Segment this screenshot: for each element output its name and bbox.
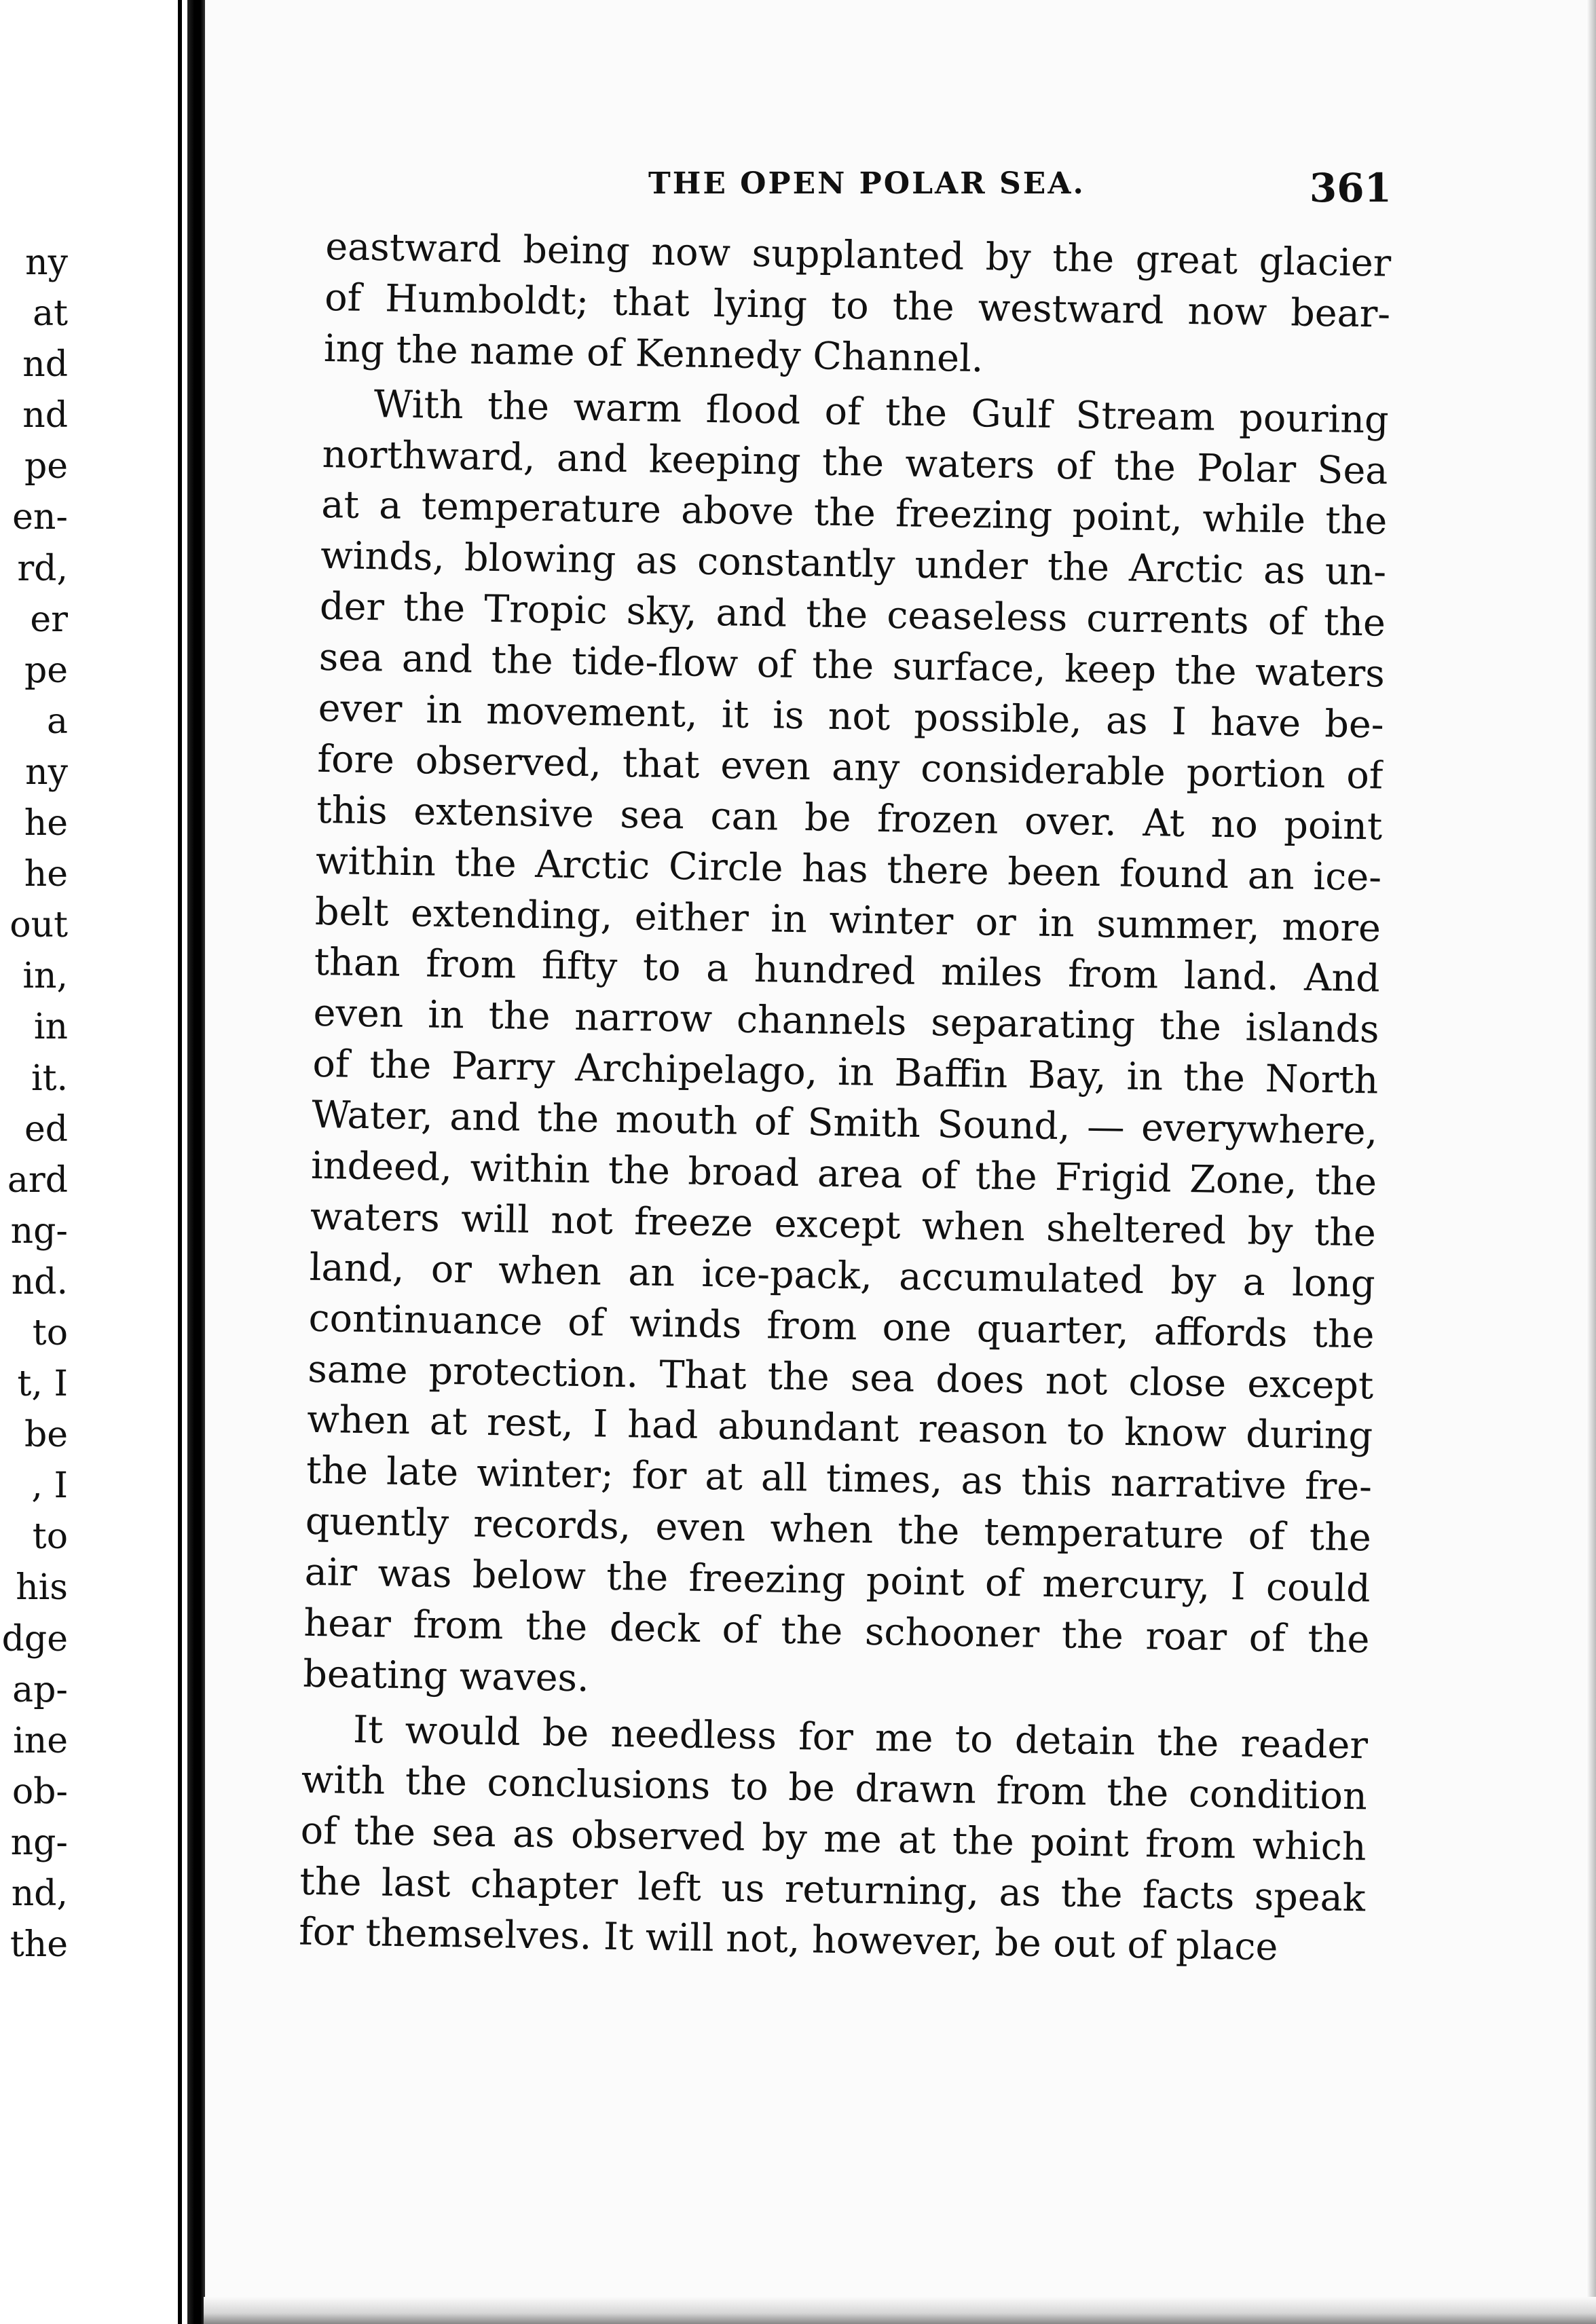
left-page-fragment: pe (24, 650, 68, 691)
left-page-fragment: er (30, 599, 68, 640)
text-line: the late winter; for at all times, as this narrative fre- (305, 1448, 1373, 1510)
page-number: 361 (1309, 165, 1392, 211)
text-line: this extensive sea can be frozen over. At no point (316, 787, 1383, 849)
body-text (299, 222, 1392, 1975)
page-right-edge (1586, 0, 1596, 2324)
text-line: of the Parry Archipelago, in Baffin Bay, in the North (312, 1042, 1379, 1103)
left-page-fragment: nd. (11, 1261, 68, 1302)
left-page-fragment: pe (24, 446, 68, 487)
left-page-fragment: a (46, 700, 68, 742)
text-line: northward, and keeping the waters of the Polar Sea (322, 432, 1388, 493)
text-line: land, or when an ice-pack, accumulated by a long (309, 1245, 1376, 1307)
text-line: same protection. That the sea does not close except (307, 1347, 1374, 1408)
right-page (298, 165, 1392, 1970)
paragraph (323, 222, 1391, 391)
text-line: quently records, even when the temperature of the (305, 1499, 1372, 1560)
left-page-fragment: ard (7, 1159, 68, 1201)
text-line: Water, and the mouth of Smith Sound, — everywhere, (311, 1092, 1378, 1154)
text-line: With the warm flood of the Gulf Stream pouring (373, 381, 1390, 443)
text-line: ing the name of Kennedy Channel. (323, 326, 984, 381)
text-line: when at rest, I had abundant reason to know during (306, 1398, 1373, 1459)
page-header (326, 166, 1392, 215)
binding-line (178, 0, 182, 2324)
left-page-fragment: in (33, 1007, 68, 1048)
left-page-fragment: ng- (10, 1822, 68, 1863)
left-page-fragment: ny (25, 751, 68, 793)
text-line: It would be needless for me to detain the reader (352, 1707, 1369, 1768)
book-gutter (187, 0, 205, 2324)
left-page-fragment: he (24, 803, 68, 844)
left-page-fragment: be (24, 1414, 68, 1456)
left-facing-page (0, 0, 187, 2324)
left-page-fragment: he (24, 854, 68, 895)
text-line: indeed, within the broad area of the Frigid Zone, the (310, 1143, 1377, 1205)
running-title: THE OPEN POLAR SEA. (648, 166, 1085, 201)
left-page-fragment: the (10, 1924, 68, 1966)
left-page-fragment: ap- (12, 1669, 68, 1710)
left-page-fragment: it. (31, 1057, 68, 1099)
text-line: beating waves. (302, 1651, 590, 1701)
text-line: of the sea as observed by me at the point from which (300, 1808, 1367, 1869)
paragraph (303, 379, 1389, 1717)
left-page-fragment: nd (22, 344, 68, 386)
text-line: the last chapter left us returning, as the facts speak (299, 1859, 1366, 1920)
left-page-fragment: ny (25, 242, 68, 283)
text-line: ever in movement, it is not possible, as I have be- (318, 686, 1385, 747)
left-page-fragment: en- (12, 497, 68, 538)
text-line: air was below the freezing point of mercury, I could (304, 1550, 1371, 1611)
text-line: for themselves. It will not, however, be out of place (298, 1910, 1278, 1970)
text-line: of Humboldt; that lying to the westward now bear- (324, 275, 1391, 337)
left-page-fragment: ine (13, 1720, 68, 1761)
text-line: der the Tropic sky, and the ceaseless currents of the (319, 584, 1386, 645)
text-line: fore observed, that even any considerable portion of (317, 736, 1384, 798)
text-line: eastward being now supplanted by the great glacier (324, 224, 1392, 286)
left-page-fragment: ed (24, 1108, 68, 1150)
text-line: continuance of winds from one quarter, affords the (308, 1296, 1375, 1357)
text-line: than from fifty to a hundred miles from land. And (314, 940, 1381, 1001)
left-page-fragment: dge (1, 1618, 68, 1660)
left-page-fragment: nd, (11, 1873, 68, 1914)
left-page-fragment: ob- (12, 1771, 68, 1812)
text-line: within the Arctic Circle has there been found an ice- (315, 838, 1382, 900)
left-page-text-fragments (0, 238, 68, 1970)
left-page-fragment: , I (31, 1465, 68, 1507)
text-line: with the conclusions to be drawn from the condition (301, 1757, 1368, 1819)
text-line: waters will not freeze except when sheltered by the (310, 1194, 1377, 1256)
page-bottom-edge (204, 2297, 1596, 2324)
left-page-fragment: rd, (17, 548, 68, 589)
text-line: belt extending, either in winter or in summer, more (314, 889, 1381, 951)
left-page-fragment: out (10, 905, 68, 946)
text-line: sea and the tide-flow of the surface, keep the waters (318, 635, 1386, 696)
left-page-fragment: nd (22, 395, 68, 436)
text-line: winds, blowing as constantly under the Arctic as un- (320, 533, 1387, 595)
left-page-fragment: his (16, 1567, 68, 1609)
left-page-fragment: in, (22, 956, 68, 997)
text-line: even in the narrow channels separating the islands (313, 991, 1380, 1052)
left-page-fragment: t, I (17, 1364, 68, 1405)
paragraph (299, 1704, 1369, 1975)
left-page-fragment: to (32, 1312, 68, 1353)
left-page-fragment: ng- (10, 1210, 68, 1252)
left-page-fragment: to (32, 1516, 68, 1558)
left-page-fragment: at (33, 293, 68, 335)
text-line: at a temperature above the freezing point, while the (320, 483, 1388, 544)
text-line: hear from the deck of the schooner the roar of the (303, 1600, 1370, 1662)
